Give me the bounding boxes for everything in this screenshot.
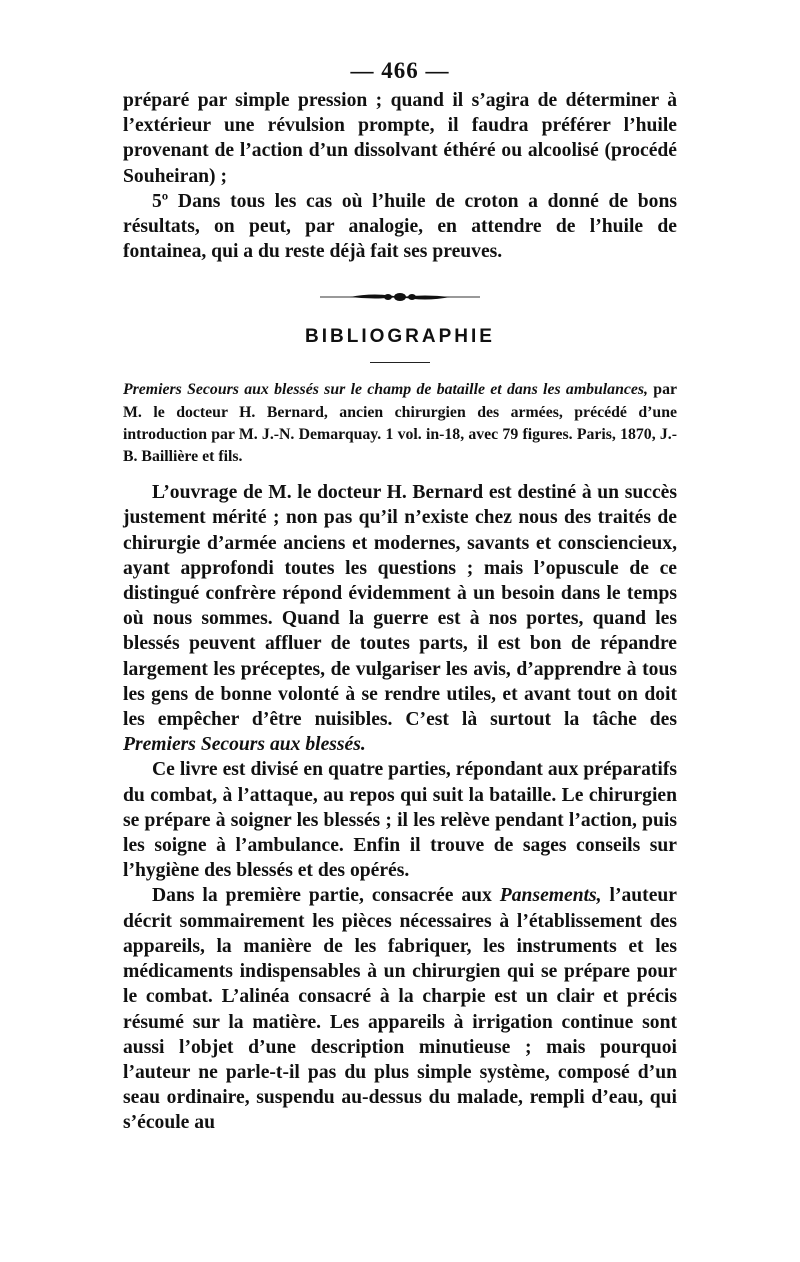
page-number: — 466 —: [350, 58, 450, 83]
intro-text: [123, 88, 677, 264]
review-paragraph-1-italic: Premiers Secours aux blessés.: [123, 734, 366, 756]
intro-paragraph-1: préparé par simple pression ; quand il s’agira de déterminer à l’extérieur une révulsion prompte, il faudra préférer l’huile provenant de l’action d’un dissolvant éthéré ou alcoolisé (procédé Souheiran) ;: [123, 90, 677, 187]
bibliography-details: par M. le docteur H. Bernard, ancien chirurgien des armées, précédé d’une introduction par M. J.-N. Demarquay. 1 vol. in-18, avec 79 figures. Paris, 1870, J.-B. Baillière et fils.: [123, 381, 677, 466]
review-paragraph-1: [123, 480, 677, 757]
review-paragraph-3-rest: l’auteur décrit sommairement les pièces nécessaires à l’établissement des appareils, la manière de les fabriquer, les instruments et les médicaments indispensables à un chirurgien qui se prépare pour le combat. L’alinéa consacré à la charpie est un clair et précis résumé sur la matière. Les appareils à irrigation continue sont aussi l’objet d’une description minutieuse ; mais pourquoi l’auteur ne parle-t-il pas du plus simple système, composé d’un seau ordinaire, suspendu au-dessus du malade, rempli d’eau, qui s’écoule au: [123, 885, 677, 1134]
review-text: [123, 480, 677, 1135]
bibliography-entry: [123, 379, 677, 468]
review-paragraph-3-italic: Pansements,: [499, 885, 602, 907]
section-heading: BIBLIOGRAPHIE: [305, 326, 495, 348]
page: [123, 58, 677, 1136]
review-paragraph-1-text: L’ouvrage de M. le docteur H. Bernard est destiné à un succès justement mérité ; non pas qu’il n’existe chez nous des traités de chirurgie d’armée anciens et modernes, savants et consciencieux, ayant approfondi toutes les questions ; mais l’opuscule de ce distingué confrère répond évidemment à un besoin dans le temps où nous sommes. Quand la guerre est à nos portes, quand les blessés peuvent affluer de toutes parts, il est bon de répandre largement les préceptes, de vulgariser les avis, d’apprendre à tous les gens de bonne volonté à se rendre utiles, et avant tout on doit les empêcher d’être nuisibles. C’est là surtout la tâche des: [123, 482, 677, 731]
review-paragraph-3-start: Dans la première partie, consacrée aux: [152, 885, 500, 907]
bibliography-title: Premiers Secours aux blessés sur le champ de bataille et dans les ambulances,: [123, 381, 648, 399]
review-paragraph-3: [123, 883, 677, 1135]
ornament-divider: [320, 290, 480, 304]
review-paragraph-2: Ce livre est divisé en quatre parties, répondant aux préparatifs du combat, à l’attaque, au repos qui suit la bataille. Le chirurgien se prépare à soigner les blessés ; il les relève pendant l’action, puis les soigne à l’ambulance. Enfin il trouve de sages conseils sur l’hygiène des blessés et des opérés.: [123, 759, 677, 882]
heading-rule: [370, 362, 430, 363]
intro-paragraph-2: 5º Dans tous les cas où l’huile de croton a donné de bons résultats, on peut, par analogie, en attendre de l’huile de fontainea, qui a du reste déjà fait ses preuves.: [123, 190, 677, 263]
